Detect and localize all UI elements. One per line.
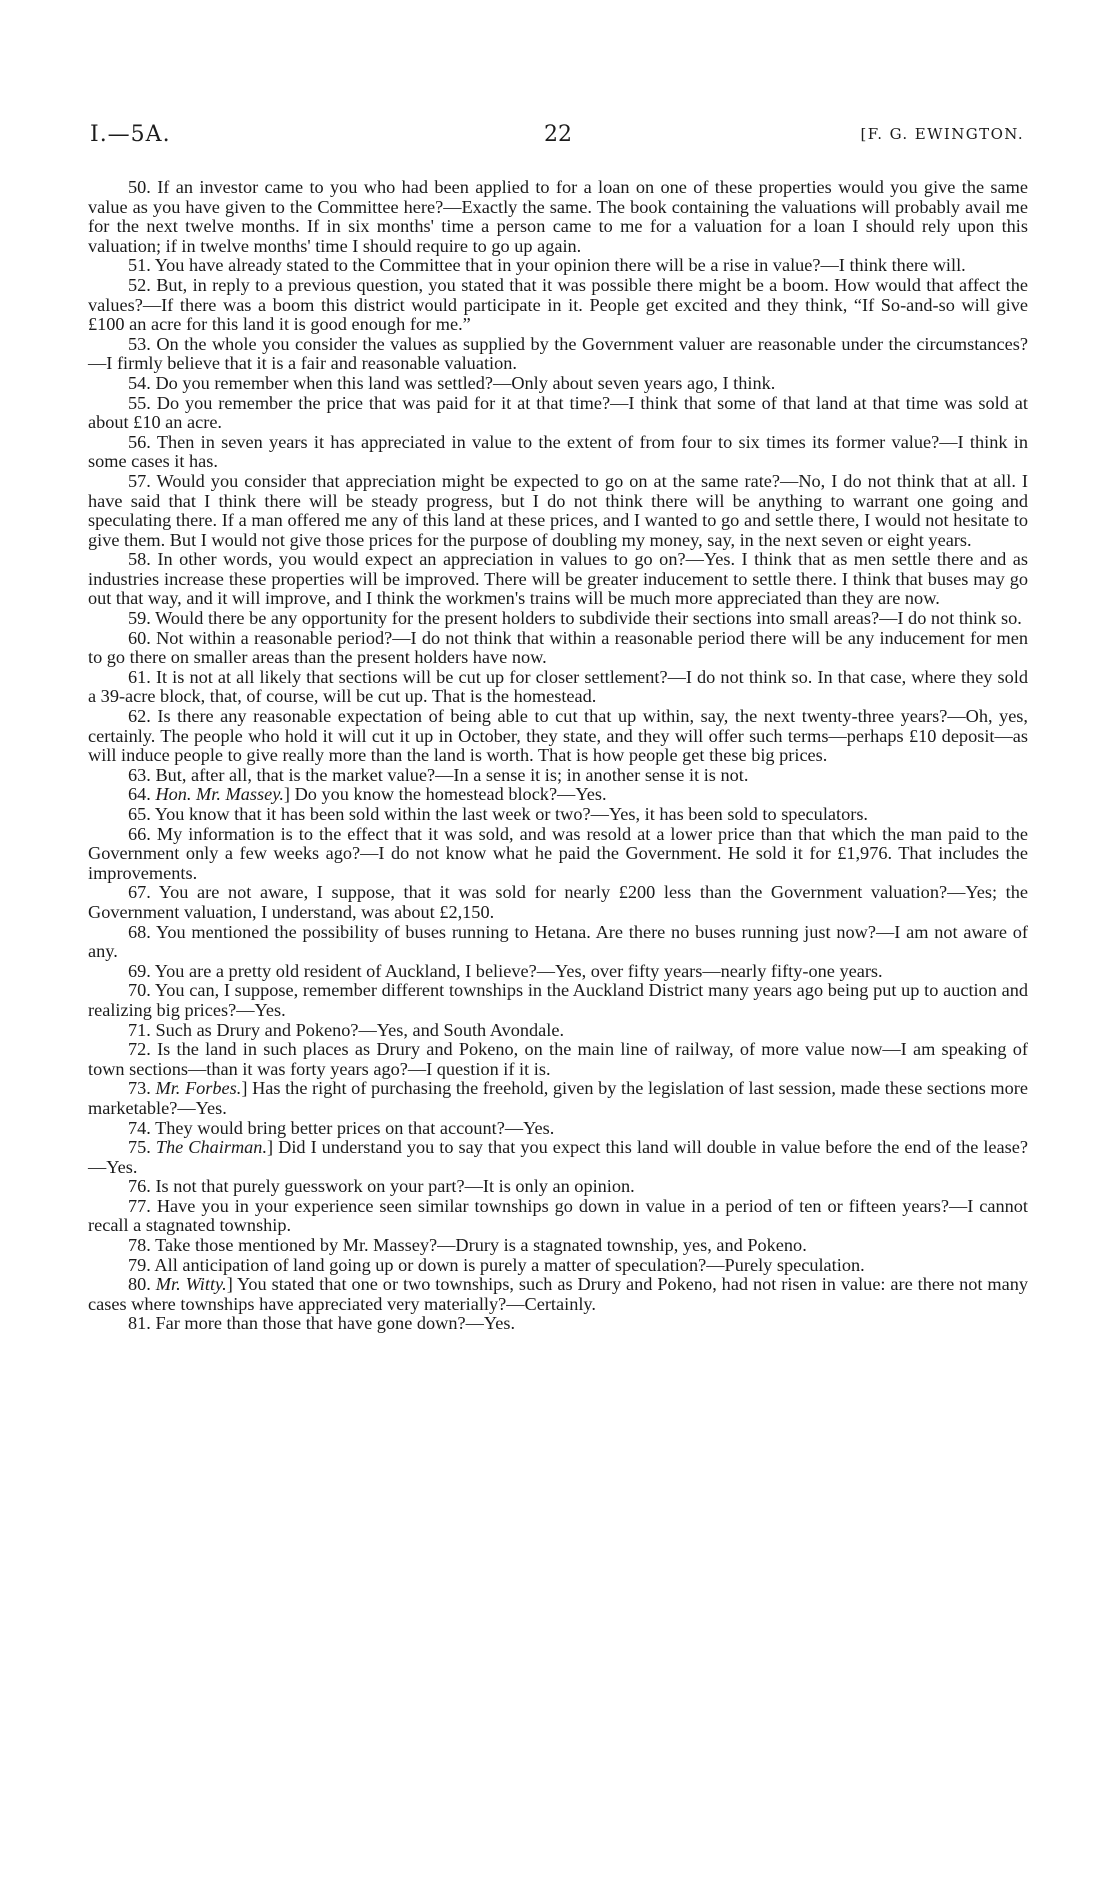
question-paragraph — [88, 1138, 1028, 1177]
question-text: Far more than those that have gone down?—Yes. — [155, 1313, 516, 1334]
question-paragraph — [88, 472, 1028, 550]
question-paragraph — [88, 668, 1028, 707]
page-number: 22 — [544, 122, 572, 147]
question-text: Would you consider that appreciation might be expected to go on at the same rate?—No, I do not think that at all. I have said that I think there will be steady progress, but I do not think there will be anything to warrant one going and speculating there. If a man offered me any of this land at these prices, and I wanted to go and settle there, I would not hesitate to give them. But I would not give those prices for the purpose of doubling my money, say, in the next seven or eight years. — [88, 470, 1028, 550]
question-paragraph — [88, 1197, 1028, 1236]
question-number: 59. — [128, 608, 151, 629]
speaker-bracket: ] — [283, 784, 290, 805]
question-number: 50. — [128, 177, 151, 197]
question-paragraph — [88, 550, 1028, 609]
speaker-bracket: ] — [241, 1078, 248, 1099]
speaker-name: Mr. Forbes. — [155, 1078, 242, 1099]
question-text: Do you remember the price that was paid for it at that time?—I think that some of that land at that time was sold at about £10 an acre. — [88, 392, 1028, 433]
question-number: 60. — [128, 627, 151, 648]
question-paragraph — [88, 883, 1028, 922]
question-text: Do you remember when this land was settled?—Only about seven years ago, I think. — [155, 372, 776, 393]
question-text: Have you in your experience seen similar townships go down in value in a period of ten or fifteen years?—I cannot recall a stagnated township. — [88, 1195, 1028, 1236]
speaker-name: The Chairman. — [155, 1137, 268, 1158]
question-number: 58. — [128, 549, 151, 570]
question-text: Do you know the homestead block?—Yes. — [294, 784, 607, 805]
question-paragraph — [88, 1079, 1028, 1118]
question-number: 65. — [128, 804, 151, 824]
document-page — [88, 0, 1028, 1892]
question-number: 75. — [128, 1137, 151, 1158]
question-paragraph — [88, 923, 1028, 962]
question-paragraph — [88, 1275, 1028, 1314]
speaker-name: Mr. Witty. — [155, 1274, 227, 1295]
question-number: 68. — [128, 921, 151, 942]
question-paragraph — [88, 981, 1028, 1020]
question-number: 74. — [128, 1117, 151, 1138]
question-paragraph — [88, 629, 1028, 668]
question-text: Is there any reasonable expectation of being able to cut that up within, say, the next twenty-three years?—Oh, yes, certainly. The people who hold it will cut it up in October, they state, and they will offer such terms—perhaps £10 deposit—as will induce people to give really more than the land is worth. That is how people get these big prices. — [88, 706, 1028, 766]
document-reference: I.—5A. — [90, 122, 171, 147]
page-header — [88, 112, 1028, 152]
question-number: 70. — [128, 980, 151, 1001]
question-text: You know that it has been sold within the last week or two?—Yes, it has been sold to speculators. — [154, 804, 869, 824]
question-text: You are a pretty old resident of Auckland, I believe?—Yes, over fifty years—nearly fifty-one years. — [154, 960, 883, 981]
question-text: Then in seven years it has appreciated in value to the extent of from four to six times its former value?—I think in some cases it has. — [88, 431, 1028, 472]
question-text: Is not that purely guesswork on your part?—It is only an opinion. — [155, 1176, 635, 1197]
question-number: 79. — [128, 1254, 151, 1275]
question-number: 78. — [128, 1235, 151, 1256]
question-number: 64. — [128, 784, 151, 805]
testimony-body — [88, 178, 1028, 1334]
question-number: 61. — [128, 666, 151, 687]
question-paragraph — [88, 1236, 1028, 1256]
question-text: It is not at all likely that sections will be cut up for closer settlement?—I do not think so. In that case, where they sold a 39-acre block, that, of course, will be cut up. That is the homestead. — [88, 666, 1028, 707]
question-number: 63. — [128, 764, 151, 785]
question-text: You stated that one or two townships, such as Drury and Pokeno, had not risen in value: are there not many cases where townships have appreciated very materially?—Certainly. — [88, 1274, 1028, 1314]
question-text: On the whole you consider the values as supplied by the Government valuer are reasonable under the circumstances?—I firmly believe that it is a fair and reasonable valuation. — [88, 333, 1028, 374]
question-paragraph — [88, 962, 1028, 982]
question-text: Is the land in such places as Drury and Pokeno, on the main line of railway, of more value now—I am speaking of town sections—than it was forty years ago?—I question if it is. — [88, 1039, 1028, 1079]
question-number: 54. — [128, 372, 151, 393]
question-number: 72. — [128, 1039, 151, 1060]
question-number: 56. — [128, 431, 151, 452]
question-number: 52. — [128, 274, 151, 295]
question-paragraph — [88, 766, 1028, 786]
question-paragraph — [88, 1177, 1028, 1197]
question-text: You can, I suppose, remember different townships in the Auckland District many years ago being put up to auction and realizing big prices?—Yes. — [88, 980, 1028, 1020]
question-text: But, after all, that is the market value?—In a sense it is; in another sense it is not. — [155, 764, 749, 785]
question-number: 76. — [128, 1176, 151, 1197]
question-paragraph — [88, 374, 1028, 394]
question-text: Would there be any opportunity for the present holders to subdivide their sections into small areas?—I do not think so. — [155, 608, 1022, 629]
speaker-bracket: ] — [267, 1137, 274, 1158]
question-text: Did I understand you to say that you expect this land will double in value before the end of the lease?—Yes. — [88, 1137, 1029, 1177]
question-text: In other words, you would expect an appreciation in values to go on?—Yes. I think that as men settle there and as industries increase these properties will be improved. There will be greater inducement to settle there. I think that buses may go out that way, and it will improve, and I think the workmen's trains will be much more appreciated than they are now. — [88, 549, 1028, 609]
question-number: 66. — [128, 823, 151, 844]
question-paragraph — [88, 1119, 1028, 1139]
speaker-name: Hon. Mr. Massey. — [155, 784, 284, 805]
question-number: 71. — [128, 1019, 151, 1040]
question-paragraph — [88, 1021, 1028, 1041]
question-text: Has the right of purchasing the freehold, given by the legislation of last session, made these sections more marketable?—Yes. — [88, 1078, 1028, 1118]
question-number: 67. — [128, 882, 151, 903]
question-text: All anticipation of land going up or down is purely a matter of speculation?—Purely speculation. — [154, 1254, 865, 1275]
question-paragraph — [88, 335, 1028, 374]
question-paragraph — [88, 433, 1028, 472]
question-paragraph — [88, 394, 1028, 433]
question-number: 57. — [128, 470, 151, 491]
question-text: My information is to the effect that it was sold, and was resold at a lower price than that which the man paid to the Government only a few weeks ago?—I do not know what he paid the Government. He sold it for £1,976. That includes the improvements. — [88, 823, 1028, 883]
question-paragraph — [88, 805, 1028, 825]
question-text: But, in reply to a previous question, you stated that it was possible there might be a boom. How would that affect the values?—If there was a boom this district would participate in it. People get excited and they think, “If So-and-so will give £100 an acre for this land it is good enough for me.” — [88, 274, 1028, 335]
question-text: They would bring better prices on that account?—Yes. — [155, 1117, 555, 1138]
question-text: Such as Drury and Pokeno?—Yes, and South Avondale. — [155, 1019, 565, 1040]
question-paragraph — [88, 1040, 1028, 1079]
question-paragraph — [88, 256, 1028, 276]
question-text: You have already stated to the Committee that in your opinion there will be a rise in value?—I think there will. — [154, 255, 966, 276]
question-number: 77. — [128, 1195, 151, 1216]
question-number: 73. — [128, 1078, 151, 1099]
question-number: 62. — [128, 706, 151, 727]
question-number: 81. — [128, 1313, 151, 1334]
question-text: Take those mentioned by Mr. Massey?—Drury is a stagnated township, yes, and Pokeno. — [155, 1235, 807, 1256]
speaker-bracket: ] — [226, 1274, 233, 1295]
witness-name: [F. G. EWINGTON. — [860, 125, 1024, 143]
question-paragraph — [88, 825, 1028, 884]
question-number: 55. — [128, 392, 151, 413]
question-paragraph — [88, 785, 1028, 805]
question-number: 51. — [128, 255, 151, 276]
question-text: You mentioned the possibility of buses running to Hetana. Are there no buses running just now?—I am not aware of any. — [88, 921, 1028, 962]
question-number: 69. — [128, 960, 151, 981]
question-paragraph — [88, 707, 1028, 766]
question-number: 80. — [128, 1274, 151, 1295]
question-text: You are not aware, I suppose, that it was sold for nearly £200 less than the Government valuation?—Yes; the Government valuation, I understand, was about £2,150. — [88, 882, 1028, 922]
question-text: Not within a reasonable period?—I do not think that within a reasonable period there will be any inducement for men to go there on smaller areas than the present holders have now. — [88, 627, 1029, 668]
question-paragraph — [88, 1256, 1028, 1276]
question-paragraph — [88, 178, 1028, 256]
question-paragraph — [88, 1314, 1028, 1334]
question-number: 53. — [128, 333, 151, 354]
question-text: If an investor came to you who had been applied to for a loan on one of these properties would you give the same value as you have given to the Committee here?—Exactly the same. The book containing the valuations will probably avail me for the next twelve months. If in six months' time a person came to me for a valuation for a loan I should rely upon this valuation; if in twelve months' time I should require to go up again. — [88, 177, 1028, 256]
question-paragraph — [88, 609, 1028, 629]
question-paragraph — [88, 276, 1028, 335]
